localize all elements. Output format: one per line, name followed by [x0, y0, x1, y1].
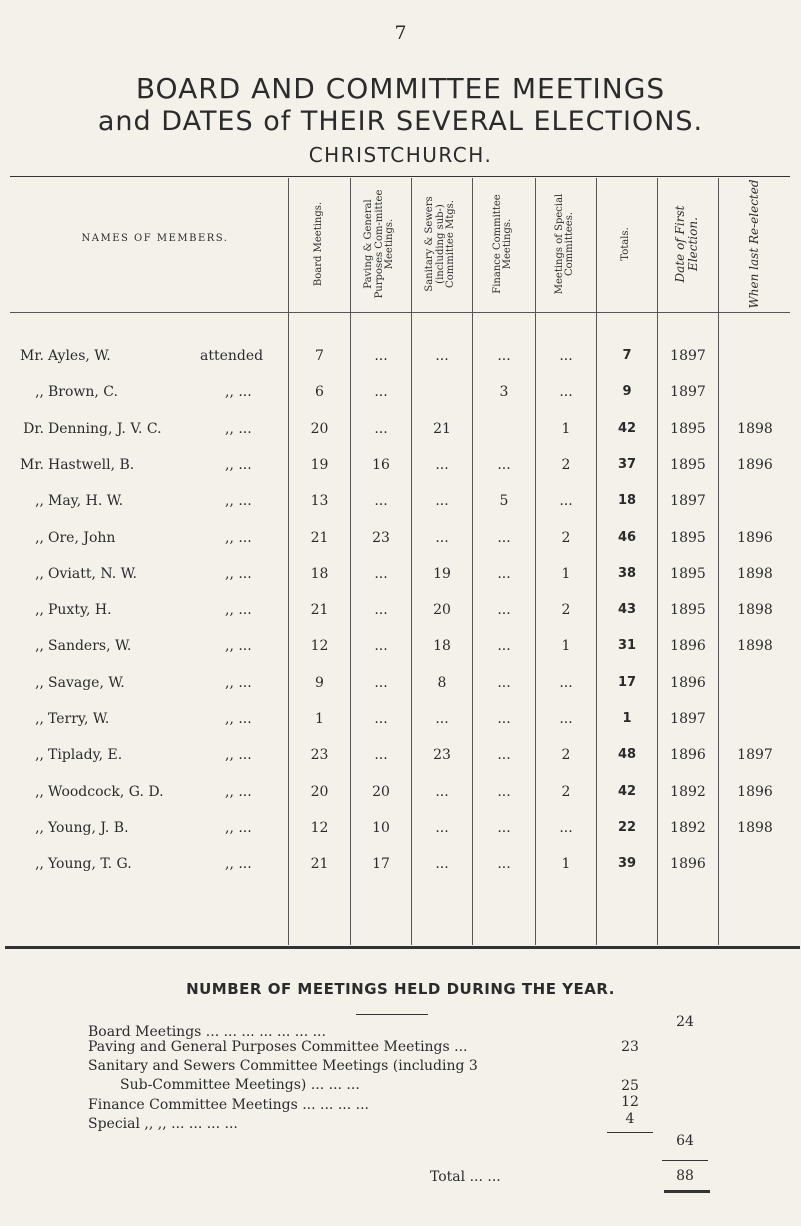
member-title: Mr.: [20, 348, 44, 364]
page-subtitle: and DATES of THEIR SEVERAL ELECTIONS.: [97, 106, 704, 137]
finance-meetings-cell: ...: [497, 747, 511, 764]
board-meetings-cell: 20: [310, 420, 329, 437]
re-elected-cell: 1896: [737, 529, 773, 546]
table-top-rule: [10, 176, 790, 177]
table-row: [0, 820, 801, 840]
ditto-mark: ,, ...: [225, 856, 252, 873]
total-cell: 22: [617, 819, 637, 835]
table-row: [0, 566, 801, 586]
first-election-cell: 1892: [670, 819, 706, 836]
finance-meetings-cell: ...: [497, 602, 511, 619]
finance-meetings-cell: ...: [497, 348, 511, 364]
member-name: Denning, J. V. C.: [48, 420, 162, 437]
ditto-mark: ,, ...: [225, 529, 252, 546]
board-meetings-cell: 12: [310, 819, 329, 836]
paving-meetings-cell: ...: [374, 420, 388, 437]
paving-meetings-cell: 10: [372, 819, 390, 836]
table-row: [0, 493, 801, 513]
member-name: Woodcock, G. D.: [48, 783, 164, 800]
sanitary-meetings-cell: ...: [435, 819, 449, 836]
ditto-mark: ,, ...: [225, 456, 252, 473]
first-election-cell: 1895: [670, 565, 706, 582]
special-meetings-cell: 1: [561, 856, 571, 873]
special-meetings-cell: 2: [561, 747, 571, 764]
total-cell: 17: [617, 674, 637, 690]
first-election-cell: 1892: [670, 783, 706, 800]
ditto-mark: ,, ...: [225, 565, 252, 582]
first-election-cell: 1897: [670, 384, 706, 401]
finance-meetings-cell: ...: [497, 638, 511, 655]
member-name: Ayles, W.: [48, 348, 111, 364]
re-elected-cell: 1898: [737, 565, 773, 582]
finance-meetings-cell: ...: [497, 711, 511, 727]
table-row: [0, 530, 801, 550]
special-meetings-cell: ...: [559, 493, 573, 510]
member-title: ,,: [35, 783, 44, 800]
board-meetings-cell: 21: [310, 856, 329, 873]
first-election-cell: 1895: [670, 420, 706, 437]
member-title: ,,: [35, 529, 44, 546]
column-header-totals: Totals.: [619, 227, 631, 261]
total-cell: 42: [617, 783, 637, 799]
board-meetings-cell: 21: [310, 529, 329, 546]
member-name: Hastwell, B.: [48, 456, 135, 473]
total-cell: 46: [617, 529, 637, 545]
paving-meetings-cell: ...: [374, 674, 388, 691]
re-elected-cell: 1898: [737, 638, 773, 655]
special-meetings-cell: ...: [559, 348, 573, 364]
summary-sanitary-value: 25: [621, 1078, 639, 1094]
table-row: [0, 856, 801, 876]
finance-meetings-cell: 3: [499, 384, 509, 401]
column-header-board: Board Meetings.: [312, 201, 324, 287]
total-cell: 39: [617, 856, 637, 872]
member-title: Mr.: [20, 456, 44, 473]
board-meetings-cell: 9: [315, 674, 324, 691]
table-row: [0, 747, 801, 767]
column-header-re-elected: When last Re-elected: [746, 179, 761, 309]
sanitary-meetings-cell: ...: [435, 783, 449, 800]
sanitary-meetings-cell: 23: [433, 747, 451, 764]
table-row: [0, 784, 801, 804]
summary-finance-label: Finance Committee Meetings ... ... ... ...: [88, 1097, 369, 1113]
re-elected-cell: 1898: [737, 819, 773, 836]
summary-total-label: Total ... ...: [430, 1169, 501, 1185]
table-row: [0, 675, 801, 695]
member-title: ,,: [35, 674, 44, 691]
member-title: ,,: [35, 384, 44, 401]
paving-meetings-cell: 20: [372, 783, 390, 800]
member-name: Young, T. G.: [48, 856, 132, 873]
sanitary-meetings-cell: ...: [435, 856, 449, 873]
total-cell: 42: [617, 420, 637, 436]
total-cell: 38: [617, 565, 637, 581]
ditto-mark: ,, ...: [225, 420, 252, 437]
ditto-mark: ,, ...: [225, 493, 252, 510]
board-meetings-cell: 23: [310, 747, 329, 764]
summary-total-value: 88: [676, 1168, 694, 1184]
names-column-header: NAMES OF MEMBERS.: [81, 233, 229, 244]
re-elected-cell: 1897: [737, 747, 773, 764]
first-election-cell: 1897: [670, 348, 706, 364]
board-meetings-cell: 21: [310, 602, 329, 619]
table-row: [0, 421, 801, 441]
special-meetings-cell: 2: [561, 602, 571, 619]
special-meetings-cell: 2: [561, 456, 571, 473]
sanitary-meetings-cell: 18: [433, 638, 451, 655]
sanitary-meetings-cell: 21: [433, 420, 451, 437]
special-meetings-cell: ...: [559, 819, 573, 836]
special-meetings-cell: 1: [561, 420, 571, 437]
page-title: BOARD AND COMMITTEE MEETINGS: [135, 72, 666, 105]
summary-special-label: Special ,, ,, ... ... ... ...: [88, 1116, 238, 1132]
member-title: ,,: [35, 565, 44, 582]
sanitary-meetings-cell: ...: [435, 348, 449, 364]
finance-meetings-cell: ...: [497, 819, 511, 836]
finance-meetings-cell: ...: [497, 529, 511, 546]
member-title: ,,: [35, 493, 44, 510]
first-election-cell: 1895: [670, 602, 706, 619]
member-name: Terry, W.: [48, 711, 110, 727]
board-meetings-cell: 12: [310, 638, 329, 655]
summary-paving-label: Paving and General Purposes Committee Meetings ...: [88, 1039, 468, 1055]
summary-subtotal-rule: [607, 1132, 653, 1133]
re-elected-cell: 1898: [737, 602, 773, 619]
member-name: Sanders, W.: [48, 638, 132, 655]
summary-title: NUMBER OF MEETINGS HELD DURING THE YEAR.: [186, 980, 615, 998]
table-row: [0, 711, 801, 731]
summary-sanitary-label-cont: Sub-Committee Meetings) ... ... ...: [120, 1077, 360, 1093]
ditto-mark: ,, ...: [225, 602, 252, 619]
sanitary-meetings-cell: ...: [435, 493, 449, 510]
special-meetings-cell: 2: [561, 783, 571, 800]
summary-paving-value: 23: [621, 1039, 639, 1055]
paving-meetings-cell: ...: [374, 384, 388, 401]
table-row: [0, 384, 801, 404]
member-name: May, H. W.: [48, 493, 124, 510]
district-heading: CHRISTCHURCH.: [308, 143, 493, 167]
special-meetings-cell: 1: [561, 565, 571, 582]
paving-meetings-cell: ...: [374, 602, 388, 619]
summary-subtotal-value: 64: [676, 1133, 694, 1149]
paving-meetings-cell: ...: [374, 747, 388, 764]
table-row: [0, 602, 801, 622]
column-header-sanitary: Sanitary & Sewers (including sub-) Committee Mtgs.: [424, 196, 457, 292]
member-title: ,,: [35, 711, 44, 727]
total-cell: 48: [617, 747, 637, 763]
paving-meetings-cell: ...: [374, 493, 388, 510]
member-title: ,,: [35, 638, 44, 655]
ditto-mark: ,, ...: [225, 674, 252, 691]
special-meetings-cell: ...: [559, 384, 573, 401]
board-meetings-cell: 6: [315, 384, 324, 401]
paving-meetings-cell: ...: [374, 638, 388, 655]
summary-total-underline: [664, 1190, 710, 1193]
board-meetings-cell: 7: [315, 348, 324, 364]
member-title: ,,: [35, 602, 44, 619]
table-row: [0, 638, 801, 658]
special-meetings-cell: 1: [561, 638, 571, 655]
column-header-finance: Finance Committee Meetings.: [491, 194, 513, 294]
sanitary-meetings-cell: ...: [435, 711, 449, 727]
first-election-cell: 1895: [670, 456, 706, 473]
board-meetings-cell: 1: [315, 711, 324, 727]
sanitary-meetings-cell: ...: [435, 456, 449, 473]
summary-board-value: 24: [676, 1014, 694, 1030]
first-election-cell: 1895: [670, 529, 706, 546]
first-election-cell: 1897: [670, 493, 706, 510]
column-header-paving: Paving & General Purposes Com-mittee Meetings.: [363, 189, 396, 299]
member-name: Oviatt, N. W.: [48, 565, 138, 582]
summary-total-rule: [662, 1160, 708, 1161]
board-meetings-cell: 19: [310, 456, 329, 473]
ditto-mark: ,, ...: [225, 638, 252, 655]
ditto-mark: ,, ...: [225, 747, 252, 764]
table-row: [0, 457, 801, 477]
column-header-special: Meetings of Special Committees.: [553, 193, 575, 295]
paving-meetings-cell: ...: [374, 348, 388, 364]
board-meetings-cell: 18: [310, 565, 329, 582]
summary-sanitary-label: Sanitary and Sewers Committee Meetings (including 3: [88, 1058, 478, 1074]
finance-meetings-cell: ...: [497, 565, 511, 582]
finance-meetings-cell: ...: [497, 674, 511, 691]
paving-meetings-cell: 16: [372, 456, 390, 473]
re-elected-cell: 1896: [737, 783, 773, 800]
member-name: Puxty, H.: [48, 602, 112, 619]
special-meetings-cell: ...: [559, 674, 573, 691]
total-cell: 9: [622, 384, 632, 400]
first-election-cell: 1896: [670, 674, 706, 691]
paving-meetings-cell: 17: [372, 856, 390, 873]
paving-meetings-cell: 23: [372, 529, 390, 546]
re-elected-cell: 1898: [737, 420, 773, 437]
total-cell: 1: [622, 711, 632, 726]
ditto-mark: ,, ...: [225, 819, 252, 836]
total-cell: 31: [617, 638, 637, 654]
ditto-mark: ,, ...: [225, 384, 252, 401]
summary-special-value: 4: [625, 1111, 635, 1127]
total-cell: 43: [617, 602, 637, 618]
paving-meetings-cell: ...: [374, 565, 388, 582]
board-meetings-cell: 20: [310, 783, 329, 800]
first-election-cell: 1896: [670, 856, 706, 873]
sanitary-meetings-cell: 20: [433, 602, 451, 619]
member-name: Brown, C.: [48, 384, 118, 401]
member-title: ,,: [35, 819, 44, 836]
first-election-cell: 1896: [670, 638, 706, 655]
attended-label: attended: [200, 348, 264, 364]
sanitary-meetings-cell: 19: [433, 565, 451, 582]
member-name: Savage, W.: [48, 674, 125, 691]
page-number: 7: [394, 22, 407, 44]
paving-meetings-cell: ...: [374, 711, 388, 727]
summary-finance-value: 12: [621, 1094, 639, 1110]
member-name: Tiplady, E.: [48, 747, 123, 764]
column-header-first-election: Date of First Election.: [673, 205, 700, 283]
first-election-cell: 1897: [670, 711, 706, 727]
special-meetings-cell: 2: [561, 529, 571, 546]
table-row: [0, 348, 801, 368]
member-name: Young, J. B.: [48, 819, 129, 836]
member-title: Dr.: [23, 420, 44, 437]
finance-meetings-cell: ...: [497, 456, 511, 473]
finance-meetings-cell: 5: [499, 493, 509, 510]
ditto-mark: ,, ...: [225, 783, 252, 800]
summary-board-label: Board Meetings ... ... ... ... ... ... ...: [88, 1024, 326, 1040]
re-elected-cell: 1896: [737, 456, 773, 473]
member-title: ,,: [35, 747, 44, 764]
total-cell: 18: [617, 493, 637, 509]
table-bottom-rule: [5, 946, 800, 949]
summary-title-rule: [356, 1014, 428, 1015]
board-meetings-cell: 13: [310, 493, 329, 510]
first-election-cell: 1896: [670, 747, 706, 764]
sanitary-meetings-cell: 8: [437, 674, 447, 691]
table-header-rule: [10, 312, 790, 313]
special-meetings-cell: ...: [559, 711, 573, 727]
finance-meetings-cell: ...: [497, 856, 511, 873]
total-cell: 7: [622, 348, 632, 363]
member-title: ,,: [35, 856, 44, 873]
member-name: Ore, John: [48, 529, 116, 546]
finance-meetings-cell: ...: [497, 783, 511, 800]
total-cell: 37: [617, 456, 637, 472]
sanitary-meetings-cell: ...: [435, 529, 449, 546]
ditto-mark: ,, ...: [225, 711, 252, 727]
